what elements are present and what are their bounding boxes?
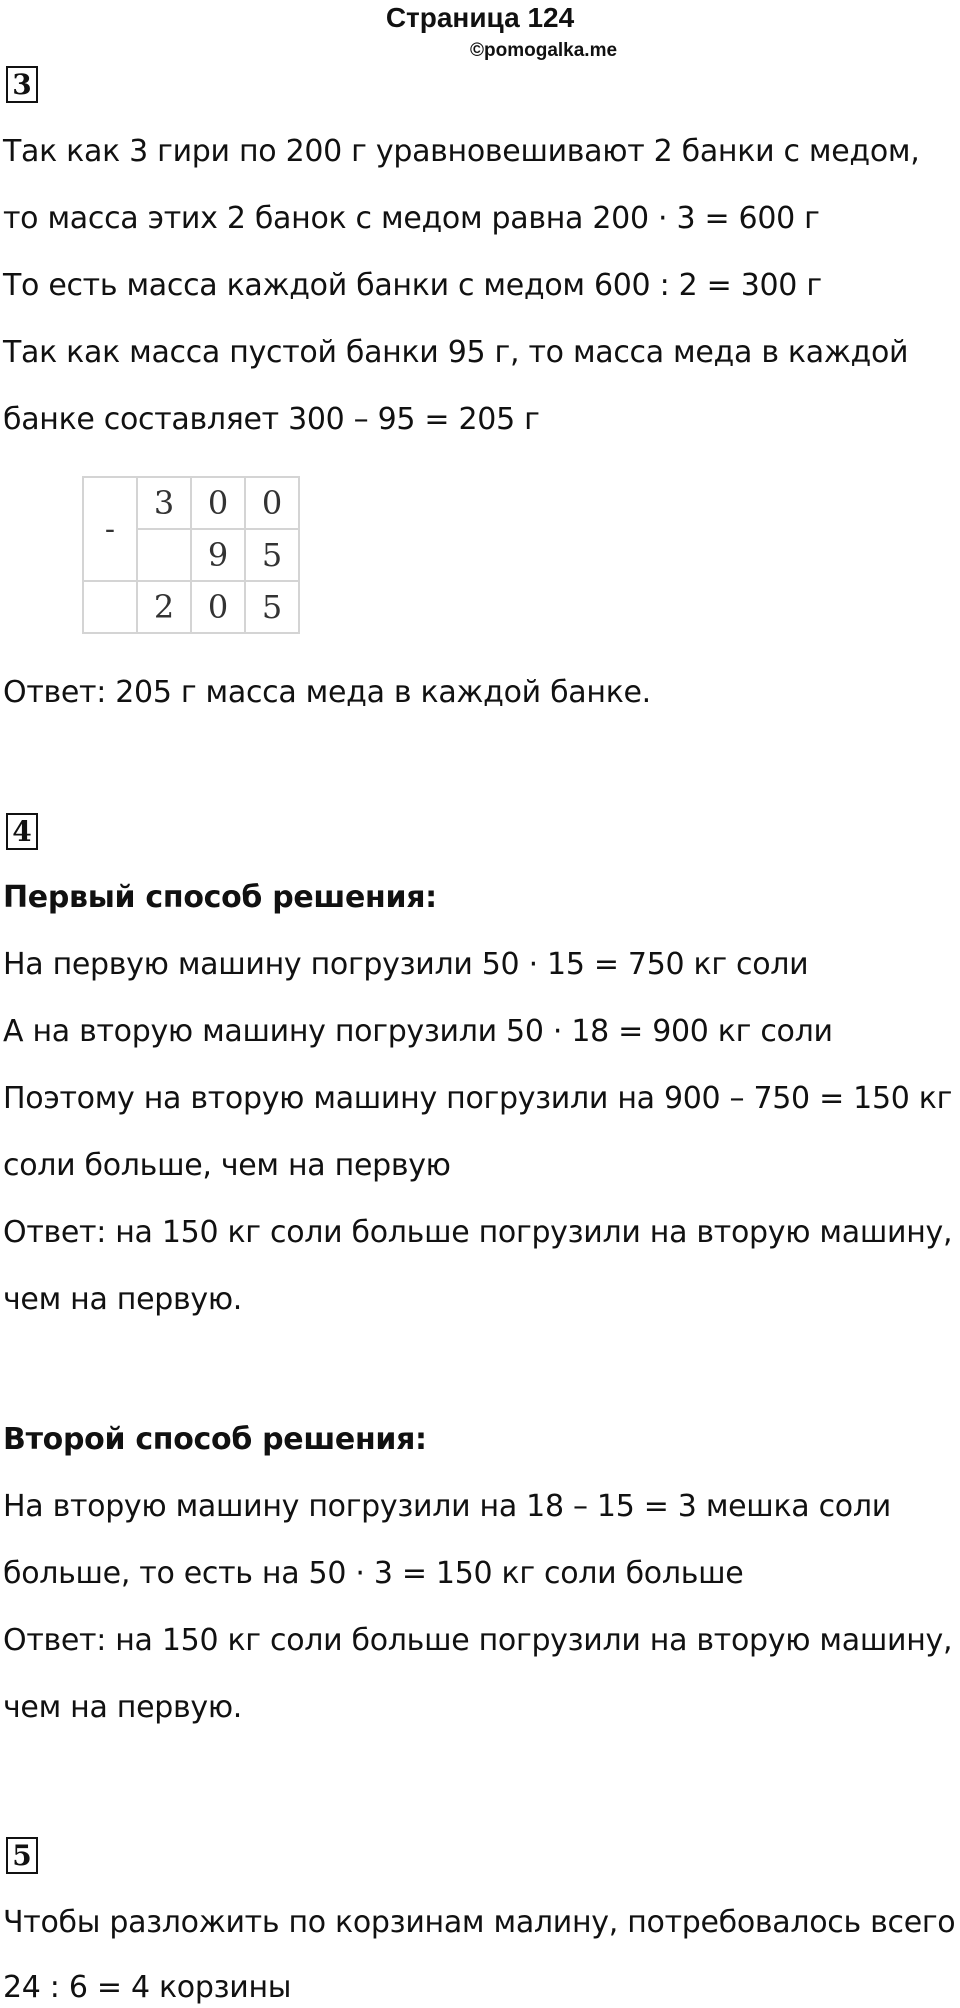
calc-digit: 3 xyxy=(137,477,191,529)
task4-m2-line-4: чем на первую. xyxy=(3,1690,243,1725)
task4-method1-heading: Первый способ решения: xyxy=(3,880,437,915)
task4-m1-line-3: Поэтому на вторую машину погрузили на 900 – 750 = 150 кг xyxy=(3,1081,953,1116)
task-number-4: 4 xyxy=(6,813,38,850)
task-number-5: 5 xyxy=(6,1837,38,1874)
task4-m2-line-1: На вторую машину погрузили на 18 – 15 = 3 мешка соли xyxy=(3,1489,891,1524)
watermark: ©pomogalka.me xyxy=(470,40,618,61)
task3-answer: Ответ: 205 г масса меда в каждой банке. xyxy=(3,675,651,710)
calc-empty-cell xyxy=(83,581,137,633)
task4-m2-line-2: больше, то есть на 50 · 3 = 150 кг соли больше xyxy=(3,1556,744,1591)
task4-m1-line-6: чем на первую. xyxy=(3,1282,243,1317)
calc-digit: 9 xyxy=(191,529,245,581)
minus-sign: - xyxy=(83,477,137,581)
calc-result-digit: 2 xyxy=(137,581,191,633)
task4-method2-heading: Второй способ решения: xyxy=(3,1422,427,1457)
calc-digit: 5 xyxy=(245,529,299,581)
task4-m1-line-2: А на вторую машину погрузили 50 · 18 = 900 кг соли xyxy=(3,1014,833,1049)
column-subtraction xyxy=(82,476,300,634)
calc-digit xyxy=(137,529,191,581)
task3-line-5: банке составляет 300 – 95 = 205 г xyxy=(3,402,540,437)
calc-result-digit: 0 xyxy=(191,581,245,633)
task4-m2-line-3: Ответ: на 150 кг соли больше погрузили на вторую машину, xyxy=(3,1623,953,1658)
task3-line-3: То есть масса каждой банки с медом 600 : 2 = 300 г xyxy=(3,268,822,303)
page-title: Страница 124 xyxy=(385,2,575,33)
task4-m1-line-5: Ответ: на 150 кг соли больше погрузили на вторую машину, xyxy=(3,1215,953,1250)
task-number-3: 3 xyxy=(6,66,38,103)
task5-line-2: 24 : 6 = 4 корзины xyxy=(3,1970,292,2005)
task3-line-1: Так как 3 гири по 200 г уравновешивают 2 банки с медом, xyxy=(3,134,920,169)
task4-m1-line-1: На первую машину погрузили 50 · 15 = 750 кг соли xyxy=(3,947,809,982)
task5-line-1: Чтобы разложить по корзинам малину, потребовалось всего xyxy=(3,1905,956,1940)
calc-result-digit: 5 xyxy=(245,581,299,633)
task4-m1-line-4: соли больше, чем на первую xyxy=(3,1148,451,1183)
calc-digit: 0 xyxy=(245,477,299,529)
task3-line-4: Так как масса пустой банки 95 г, то масса меда в каждой xyxy=(3,335,909,370)
calc-digit: 0 xyxy=(191,477,245,529)
task3-line-2: то масса этих 2 банок с медом равна 200 · 3 = 600 г xyxy=(3,201,820,236)
